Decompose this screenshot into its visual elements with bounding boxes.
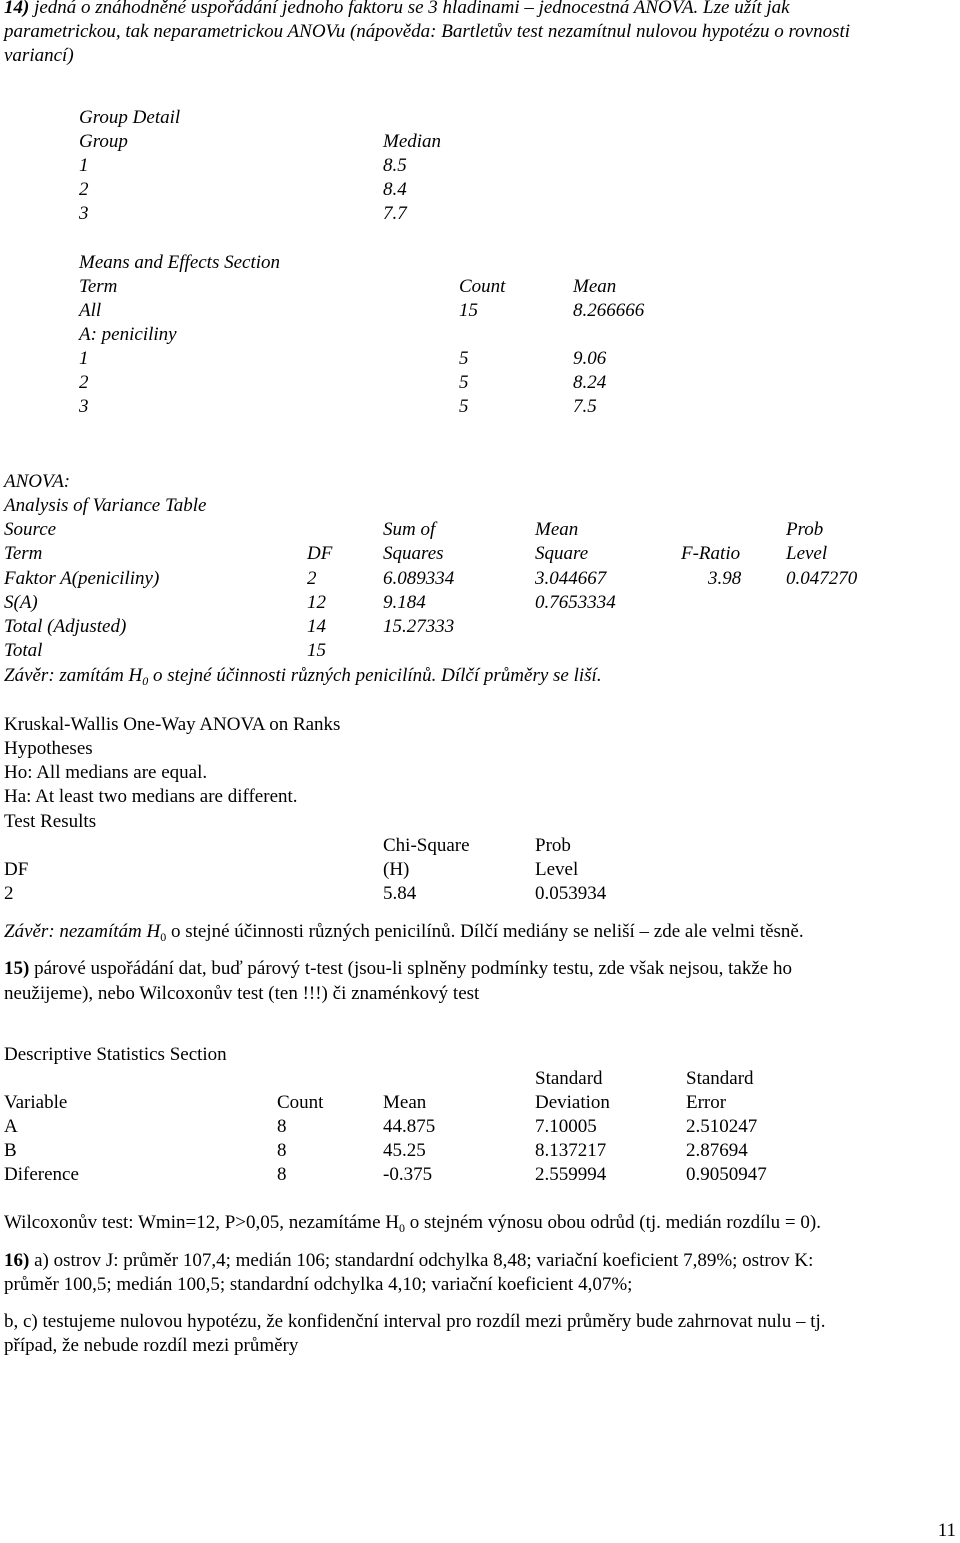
descriptive-variable-cell: A: [4, 1116, 18, 1137]
descriptive-se-cell: 2.510247: [686, 1116, 758, 1137]
section-16-line-3: b, c) testujeme nulovou hypotézu, že konfidenční interval pro rozdíl mezi průměry bude zahrnovat nulu – tj.: [4, 1311, 826, 1332]
anova-header-mean: Mean: [535, 519, 579, 540]
anova-term-cell: Faktor A(peniciliny): [4, 568, 160, 589]
section-15-line-1: 15) párové uspořádání dat, buď párový t-test (jsou-li splněny podmínky testu, zde však nejsou, takže ho: [4, 958, 792, 979]
kruskal-chi-cell: 5.84: [383, 883, 417, 904]
kruskal-h0: Ho: All medians are equal.: [4, 762, 208, 783]
descriptive-sd-cell: 8.137217: [535, 1140, 607, 1161]
anova-header-source: Source: [4, 519, 57, 540]
anova-term-cell: Total: [4, 640, 43, 661]
group-cell: 3: [79, 203, 89, 224]
anova-header-level: Level: [786, 543, 828, 564]
section-16-label: 16): [4, 1250, 30, 1271]
mean-cell: 8.266666: [573, 300, 645, 321]
kruskal-ha: Ha: At least two medians are different.: [4, 786, 298, 807]
anova-f-cell: 3.98: [708, 568, 742, 589]
anova-df-cell: 15: [307, 640, 326, 661]
section-15-line-2: neužijeme), nebo Wilcoxonův test (ten !!!) či znaménkový test: [4, 983, 480, 1004]
intro-14-line-2: parametrickou, tak neparametrickou ANOVu (nápověda: Bartletův test nezamítnul nulovou hypotézu o rovnosti: [4, 21, 851, 42]
term-col-header: Term: [79, 276, 118, 297]
descriptive-sd-cell: 2.559994: [535, 1164, 607, 1185]
anova-ss-cell: 15.27333: [383, 616, 455, 637]
section-14-label: 14): [4, 0, 30, 18]
kruskal-test-results: Test Results: [4, 811, 97, 832]
anova-df-cell: 2: [307, 568, 317, 589]
group-cell: 1: [79, 155, 89, 176]
descriptive-count-cell: 8: [277, 1164, 287, 1185]
anova-ms-cell: 0.7653334: [535, 592, 616, 613]
kruskal-hypotheses: Hypotheses: [4, 738, 93, 759]
anova-ss-cell: 9.184: [383, 592, 426, 613]
descriptive-header-count: Count: [277, 1092, 324, 1113]
anova-header-square: Square: [535, 543, 589, 564]
anova-df-cell: 14: [307, 616, 326, 637]
descriptive-header-mean: Mean: [383, 1092, 427, 1113]
term-cell: 2: [79, 372, 89, 393]
anova-header-prob: Prob: [786, 519, 824, 540]
count-col-header: Count: [459, 276, 506, 297]
mean-cell: 9.06: [573, 348, 607, 369]
descriptive-header-error: Error: [686, 1092, 727, 1113]
mean-col-header: Mean: [573, 276, 617, 297]
anova-header-sum: Sum of: [383, 519, 436, 540]
descriptive-title: Descriptive Statistics Section: [4, 1044, 227, 1065]
kruskal-prob-cell: 0.053934: [535, 883, 607, 904]
wilcoxon-result: Wilcoxonův test: Wmin=12, P>0,05, nezamítáme $H_0$ o stejném výnosu obou odrůd (tj. medián rozdílu = 0).: [4, 1212, 821, 1235]
section-16-line-4: případ, že nebude rozdíl mezi průměry: [4, 1335, 299, 1356]
anova-header-squares: Squares: [383, 543, 444, 564]
median-col-header: Median: [383, 131, 442, 152]
intro-14-line-1: 14) jedná o znáhodněné uspořádání jednoho faktoru se 3 hladinami – jednocestná ANOVA. Lze užít jak: [4, 0, 790, 20]
descriptive-mean-cell: -0.375: [383, 1164, 433, 1185]
kruskal-header-level: Level: [535, 859, 579, 880]
anova-ss-cell: 6.089334: [383, 568, 455, 589]
kruskal-header-h: (H): [383, 859, 410, 880]
section-16-line-1: 16) a) ostrov J: průměr 107,4; medián 106; standardní odchylka 8,48; variační koeficient 7,89%; ostrov K:: [4, 1250, 814, 1271]
mean-cell: 7.5: [573, 396, 597, 417]
intro-14-line-3: variancí): [4, 45, 74, 66]
descriptive-header-deviation: Deviation: [535, 1092, 610, 1113]
anova-header-df: DF: [307, 543, 333, 564]
descriptive-header-variable: Variable: [4, 1092, 68, 1113]
descriptive-mean-cell: 45.25: [383, 1140, 426, 1161]
descriptive-mean-cell: 44.875: [383, 1116, 436, 1137]
section-16-line-2: průměr 100,5; medián 100,5; standardní odchylka 4,10; variační koeficient 4,07%;: [4, 1274, 633, 1295]
anova-subtitle: Analysis of Variance Table: [4, 495, 207, 516]
mean-cell: 8.24: [573, 372, 607, 393]
means-effects-title: Means and Effects Section: [79, 252, 281, 273]
term-cell: 3: [79, 396, 89, 417]
kruskal-header-chi: Chi-Square: [383, 835, 470, 856]
kruskal-df-cell: 2: [4, 883, 14, 904]
median-cell: 8.4: [383, 179, 407, 200]
descriptive-sd-cell: 7.10005: [535, 1116, 597, 1137]
count-cell: 15: [459, 300, 478, 321]
section-15-label: 15): [4, 958, 30, 979]
anova-header-fratio: F-Ratio: [681, 543, 741, 564]
count-cell: 5: [459, 396, 469, 417]
anova-conclusion: Závěr: zamítám $H_0$ o stejné účinnosti různých penicilínů. Dílčí průměry se liší.: [4, 665, 602, 688]
term-cell: All: [79, 300, 102, 321]
group-cell: 2: [79, 179, 89, 200]
count-cell: 5: [459, 372, 469, 393]
kruskal-title: Kruskal-Wallis One-Way ANOVA on Ranks: [4, 714, 341, 735]
descriptive-se-cell: 2.87694: [686, 1140, 748, 1161]
kruskal-header-prob: Prob: [535, 835, 571, 856]
anova-df-cell: 12: [307, 592, 326, 613]
descriptive-se-cell: 0.9050947: [686, 1164, 767, 1185]
descriptive-variable-cell: Diference: [4, 1164, 79, 1185]
anova-title: ANOVA:: [4, 471, 71, 492]
term-cell: 1: [79, 348, 89, 369]
anova-p-cell: 0.047270: [786, 568, 858, 589]
kruskal-conclusion: Závěr: nezamítám $H_0$ o stejné účinnosti různých penicilínů. Dílčí mediány se neliší – zde ale velmi těsně.: [4, 921, 804, 944]
median-cell: 8.5: [383, 155, 407, 176]
count-cell: 5: [459, 348, 469, 369]
group-col-header: Group: [79, 131, 128, 152]
anova-ms-cell: 3.044667: [535, 568, 607, 589]
factor-label: A: peniciliny: [79, 324, 177, 345]
anova-term-cell: S(A): [4, 592, 38, 613]
median-cell: 7.7: [383, 203, 407, 224]
descriptive-count-cell: 8: [277, 1116, 287, 1137]
kruskal-header-df: DF: [4, 859, 29, 880]
page-number: 11: [937, 1520, 956, 1541]
anova-header-term: Term: [4, 543, 43, 564]
descriptive-count-cell: 8: [277, 1140, 287, 1161]
descriptive-header-standard: Standard: [686, 1068, 754, 1089]
group-detail-title: Group Detail: [79, 107, 181, 128]
descriptive-variable-cell: B: [4, 1140, 17, 1161]
descriptive-header-standard: Standard: [535, 1068, 603, 1089]
anova-term-cell: Total (Adjusted): [4, 616, 127, 637]
